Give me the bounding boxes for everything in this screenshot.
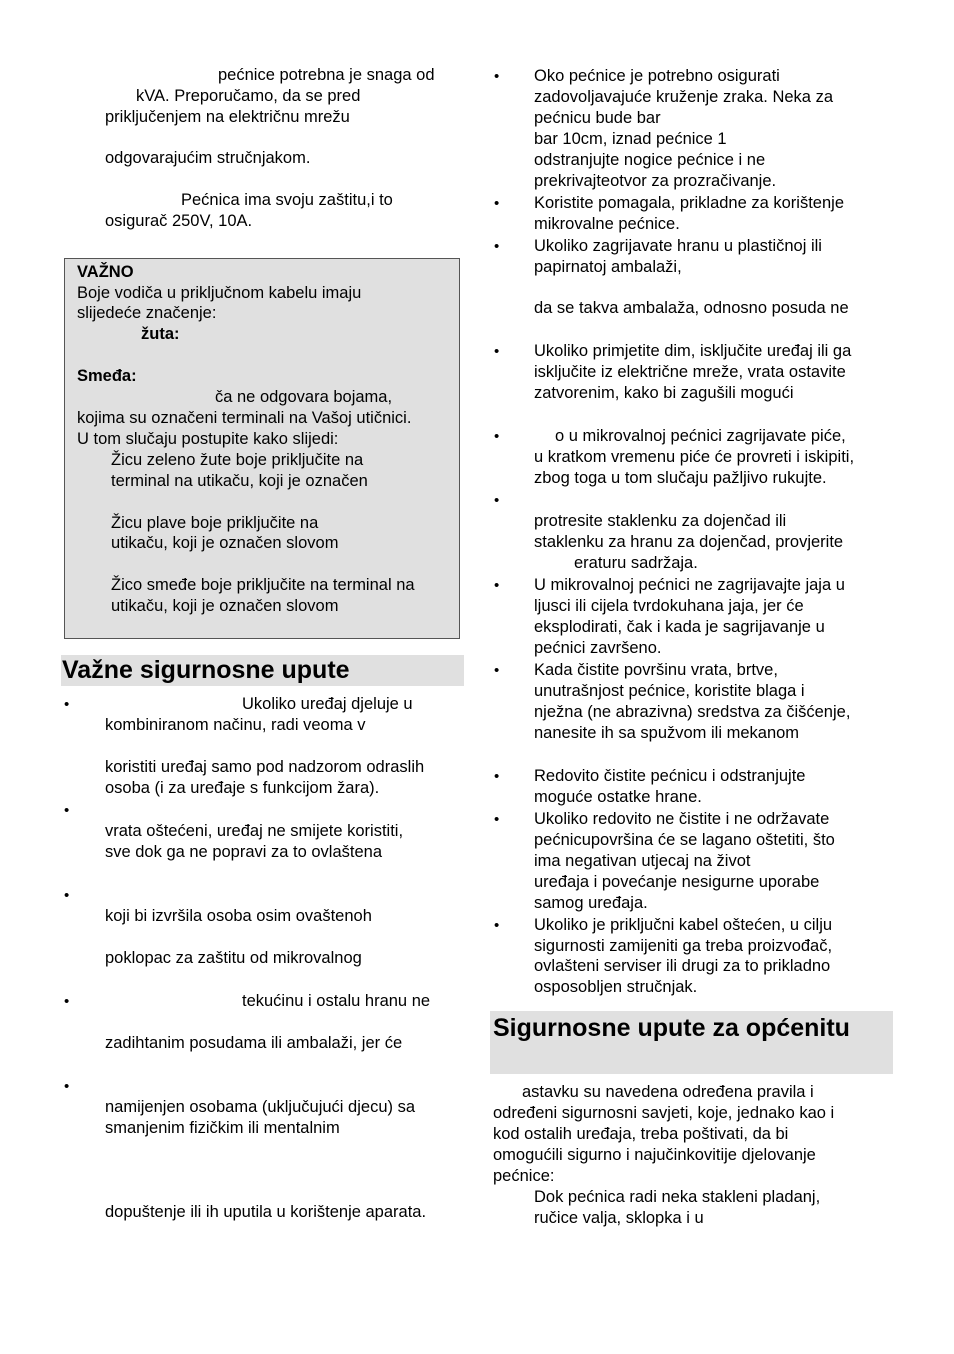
right-line: protresite staklenku za dojenčad ili	[534, 512, 787, 530]
general-line: Dok pećnica radi neka stakleni pladanj,	[534, 1188, 821, 1206]
right-line: nježna (ne abrazivna) sredstva za čišćenje,	[534, 703, 851, 721]
right-line: Kada čistite površinu vrata, brtve,	[534, 661, 778, 679]
right-line: osposobljen stručnjak.	[534, 978, 698, 996]
intro-line: kVA. Preporučamo, da se pred	[136, 87, 361, 105]
right-line: isključite iz električne mreže, vrata ostavite	[534, 363, 846, 381]
safety-line: sve dok ga ne popravi za to ovlaštena	[105, 843, 383, 861]
bullet-icon: •	[64, 887, 70, 904]
bullet-icon: •	[494, 195, 500, 212]
safety-line: tekućinu i ostalu hranu ne	[242, 992, 431, 1010]
right-line: unutrašnjost pećnice, koristite blaga i	[534, 682, 805, 700]
important-line: žuta:	[141, 325, 180, 343]
right-line: Ukoliko zagrijavate hranu u plastičnoj ili	[534, 237, 822, 255]
important-line: terminal na utikaču, koji je označen	[111, 472, 368, 490]
intro-line: Pećnica ima svoju zaštitu,i to	[181, 191, 393, 209]
bullet-icon: •	[494, 577, 500, 594]
bullet-icon: •	[494, 768, 500, 785]
bullet-icon: •	[64, 802, 70, 819]
bullet-icon: •	[64, 696, 70, 713]
right-line: pećnicupovršina će se lagano oštetiti, što	[534, 831, 835, 849]
safety-line: vrata oštećeni, uređaj ne smijete koristiti,	[105, 822, 404, 840]
right-line: prekrivajteotvor za prozračivanje.	[534, 172, 777, 190]
right-line: uređaja i povećanje nesigurne uporabe	[534, 873, 820, 891]
safety-line: Ukoliko uređaj djeluje u	[242, 695, 413, 713]
right-line: zadovoljavajuće kruženje zraka. Neka za	[534, 88, 833, 106]
important-line: utikaču, koji je označen slovom	[111, 534, 339, 552]
right-line: papirnatoj ambalaži,	[534, 258, 682, 276]
safety-heading: Važne sigurnosne upute	[62, 656, 350, 684]
general-line: određeni sigurnosni savjeti, koje, jednako kao i	[493, 1104, 835, 1122]
intro-line: osigurač 250V, 10A.	[105, 212, 253, 230]
right-line: samog uređaja.	[534, 894, 648, 912]
right-line: U mikrovalnoj pećnici ne zagrijavajte jaja u	[534, 576, 845, 594]
important-line: slijedeće značenje:	[77, 304, 217, 322]
bullet-icon: •	[64, 993, 70, 1010]
general-line: ručice valja, sklopka i u	[534, 1209, 704, 1227]
general-line: kod ostalih uređaja, treba poštivati, da bi	[493, 1125, 789, 1143]
important-line: Smeđa:	[77, 367, 137, 385]
right-line: ima negativan utjecaj na život	[534, 852, 751, 870]
right-line: Ukoliko primjetite dim, isključite uređaj ili ga	[534, 342, 852, 360]
right-line: eraturu sadržaja.	[574, 554, 698, 572]
right-line: sigurnosti zamijeniti ga treba proizvođač,	[534, 937, 833, 955]
right-line: bar 10cm, iznad pećnice 1	[534, 130, 727, 148]
bullet-icon: •	[494, 662, 500, 679]
important-line: utikaču, koji je označen slovom	[111, 597, 339, 615]
safety-line: smanjenim fizičkim ili mentalnim	[105, 1119, 340, 1137]
intro-line: pećnice potrebna je snaga od	[218, 66, 435, 84]
general-line: omogućili sigurno i najučinkovitije djelovanje	[493, 1146, 816, 1164]
safety-line: dopuštenje ili ih uputila u korištenje aparata.	[105, 1203, 427, 1221]
important-line: Žicu plave boje priključite na	[111, 514, 319, 532]
safety-line: namijenjen osobama (uključujući djecu) sa	[105, 1098, 415, 1116]
safety-line: osoba (i za uređaje s funkcijom žara).	[105, 779, 380, 797]
right-line: zatvorenim, kako bi zagušili mogući	[534, 384, 794, 402]
important-title: VAŽNO	[77, 263, 134, 281]
important-line: U tom slučaju postupite kako slijedi:	[77, 430, 339, 448]
bullet-icon: •	[494, 238, 500, 255]
right-line: Koristite pomagala, prikladne za korištenje	[534, 194, 844, 212]
right-line: eksplodirati, čak i kada je sagrijavanje u	[534, 618, 825, 636]
right-line: nanesite ih sa spužvom ili mekanom	[534, 724, 800, 742]
intro-line: odgovarajućim stručnjakom.	[105, 149, 311, 167]
safety-line: koristiti uređaj samo pod nadzorom odraslih	[105, 758, 425, 776]
safety-line: poklopac za zaštitu od mikrovalnog	[105, 949, 362, 967]
right-line: mikrovalne pećnice.	[534, 215, 680, 233]
right-line: pećnici završeno.	[534, 639, 662, 657]
safety-line: kombiniranom načinu, radi veoma v	[105, 716, 366, 734]
important-line: kojima su označeni terminali na Vašoj utičnici.	[77, 409, 412, 427]
intro-line: priključenjem na električnu mrežu	[105, 108, 350, 126]
right-line: odstranjujte nogice pećnice i ne	[534, 151, 766, 169]
right-line: Ukoliko redovito ne čistite i ne održavate	[534, 810, 830, 828]
important-line: Žico smeđe boje priključite na terminal na	[111, 576, 415, 594]
bullet-icon: •	[494, 68, 500, 85]
right-line: da se takva ambalaža, odnosno posuda ne	[534, 299, 849, 317]
right-line: Ukoliko je priključni kabel oštećen, u cilju	[534, 916, 833, 934]
right-line: ovlašteni serviser ili drugi za to prikladno	[534, 957, 831, 975]
right-line: o u mikrovalnoj pećnici zagrijavate piće,	[555, 427, 846, 445]
right-line: ljusci ili cijela tvrdokuhana jaja, jer će	[534, 597, 804, 615]
right-line: zbog toga u tom slučaju pažljivo rukujte.	[534, 469, 827, 487]
bullet-icon: •	[494, 811, 500, 828]
bullet-icon: •	[494, 492, 500, 509]
right-line: staklenku za hranu za dojenčad, provjerite	[534, 533, 844, 551]
general-line: pećnice:	[493, 1167, 555, 1185]
right-line: pećnicu bude bar	[534, 109, 661, 127]
right-line: moguće ostatke hrane.	[534, 788, 702, 806]
right-line: u kratkom vremenu piće će provreti i iskipiti,	[534, 448, 855, 466]
safety-line: zadihtanim posudama ili ambalaži, jer će	[105, 1034, 403, 1052]
important-line: Žicu zeleno žute boje priključite na	[111, 451, 364, 469]
right-line: Oko pećnice je potrebno osigurati	[534, 67, 780, 85]
important-line: ča ne odgovara bojama,	[215, 388, 393, 406]
bullet-icon: •	[494, 917, 500, 934]
important-line: Boje vodiča u priključnom kabelu imaju	[77, 284, 362, 302]
general-line: astavku su navedena određena pravila i	[522, 1083, 814, 1101]
right-line: Redovito čistite pećnicu i odstranjujte	[534, 767, 806, 785]
safety-line: koji bi izvršila osoba osim ovaštenoh	[105, 907, 372, 925]
bullet-icon: •	[494, 343, 500, 360]
bullet-icon: •	[494, 428, 500, 445]
general-safety-heading: Sigurnosne upute za općenitu	[493, 1014, 850, 1042]
bullet-icon: •	[64, 1078, 70, 1095]
